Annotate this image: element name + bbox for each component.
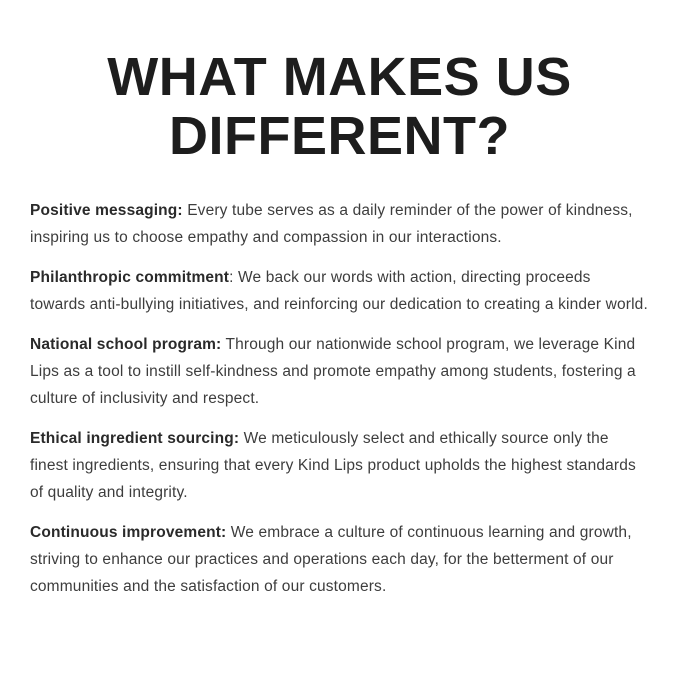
paragraph-positive-messaging (30, 197, 649, 251)
page-title (30, 48, 649, 166)
paragraph-lead-positive-messaging: Positive messaging: (30, 202, 183, 219)
paragraph-lead-national-school-program: National school program: (30, 336, 222, 353)
feature-list (30, 197, 649, 600)
paragraph-continuous-improvement (30, 519, 649, 600)
paragraph-body-ethical-ingredient-sourcing: We meticulously select and ethically source only the finest ingredients, ensuring that every Kind Lips product upholds the highest standards of quality and integrity. (30, 430, 636, 501)
paragraph-body-national-school-program: Through our nationwide school program, we leverage Kind Lips as a tool to instill self-kindness and promote empathy among students, fostering a culture of inclusivity and respect. (30, 336, 636, 407)
paragraph-lead-ethical-ingredient-sourcing: Ethical ingredient sourcing: (30, 430, 240, 447)
page-title-line2: DIFFERENT? (169, 106, 510, 166)
paragraph-body-continuous-improvement: We embrace a culture of continuous learning and growth, striving to enhance our practices and operations each day, for the betterment of our communities and the satisfaction of our customers. (30, 524, 632, 595)
page-title-line1: WHAT MAKES US (107, 47, 572, 107)
paragraph-lead-philanthropic-commitment: Philanthropic commitment (30, 269, 230, 286)
paragraph-philanthropic-commitment (30, 264, 649, 318)
paragraph-lead-continuous-improvement: Continuous improvement: (30, 524, 227, 541)
paragraph-body-philanthropic-commitment: : We back our words with action, directing proceeds towards anti-bullying initiatives, and reinforcing our dedication to creating a kinder world. (30, 269, 648, 313)
paragraph-body-positive-messaging: Every tube serves as a daily reminder of the power of kindness, inspiring us to choose empathy and compassion in our interactions. (30, 202, 633, 246)
paragraph-ethical-ingredient-sourcing (30, 425, 649, 506)
paragraph-national-school-program (30, 331, 649, 412)
